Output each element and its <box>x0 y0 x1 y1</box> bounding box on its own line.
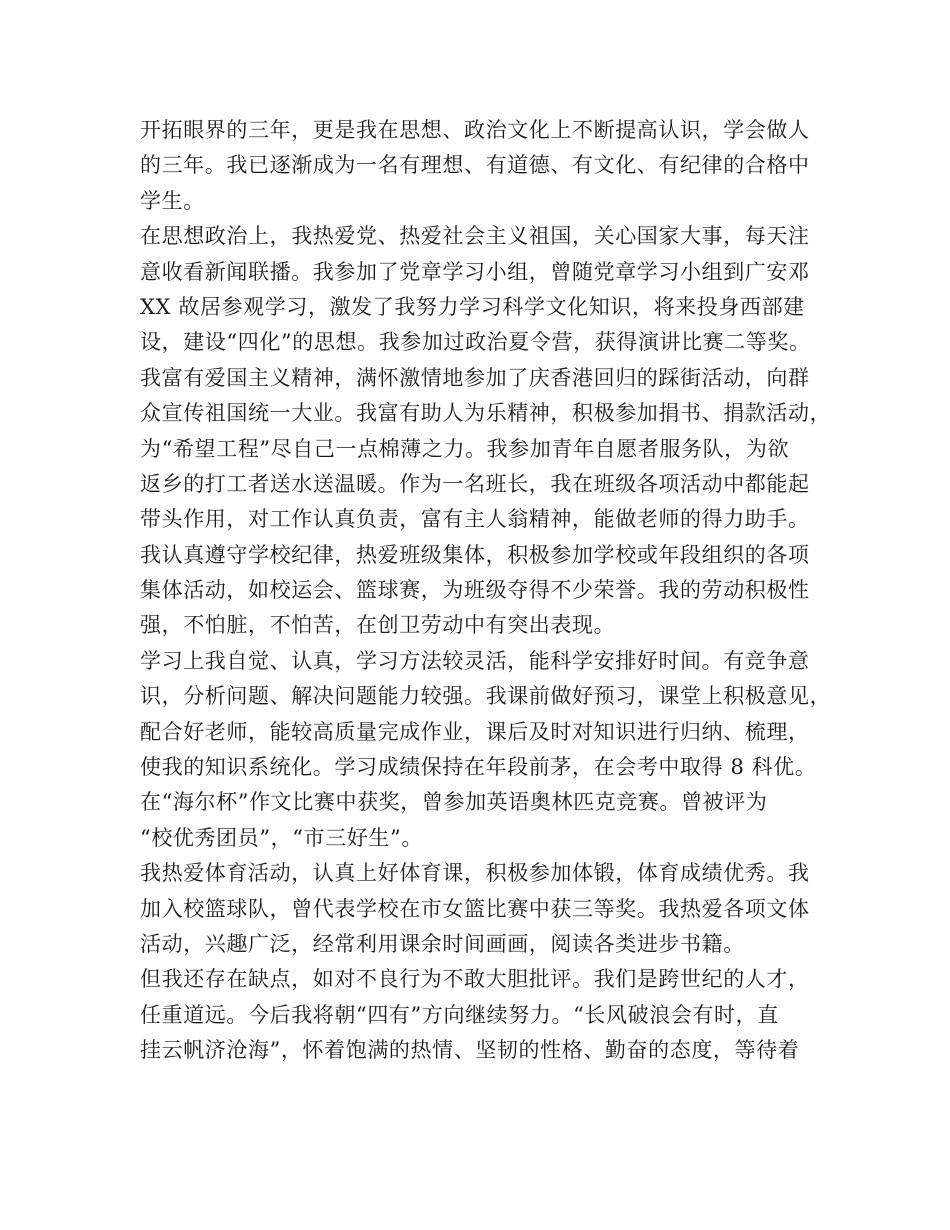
text-line-27: 挂云帆济沧海”，怀着饱满的热情、坚韧的性格、勤奋的态度，等待着 <box>140 1038 800 1063</box>
text-line-20: 在“海尔杯”作文比赛中获奖，曾参加英语奥林匹克竞赛。曾被评为 <box>140 790 768 815</box>
text-line-11: 返乡的打工者送水送温暖。作为一名班长，我在班级各项活动中都能起 <box>140 471 810 496</box>
text-line-15: 强，不怕脏，不怕苦，在创卫劳动中有突出表现。 <box>140 613 616 638</box>
text-line-2: 的三年。我已逐渐成为一名有理想、有道德、有文化、有纪律的合格中 <box>140 153 810 178</box>
text-line-6: XX 故居参观学习，激发了我努力学习科学文化知识，将来投身西部建 <box>140 294 805 319</box>
text-line-17: 识，分析问题、解决问题能力较强。我课前做好预习，课堂上积极意见， <box>140 684 832 709</box>
text-line-10: 为“希望工程”尽自己一点棉薄之力。我参加青年自愿者服务队，为欲 <box>140 436 790 461</box>
text-line-4: 在思想政治上，我热爱党、热爱社会主义祖国，关心国家大事，每天注 <box>140 224 810 249</box>
text-line-3: 学生。 <box>140 188 205 213</box>
text-line-16: 学习上我自觉、认真，学习方法较灵活，能科学安排好时间。有竞争意 <box>140 648 810 673</box>
text-line-18: 配合好老师，能较高质量完成作业，课后及时对知识进行归纳、梳理， <box>140 719 810 744</box>
text-line-1: 开拓眼界的三年，更是我在思想、政治文化上不断提高认识，学会做人 <box>140 118 810 142</box>
text-line-5: 意收看新闻联播。我参加了党章学习小组，曾随党章学习小组到广安邓 <box>140 259 810 284</box>
text-line-25: 但我还存在缺点，如对不良行为不敢大胆批评。我们是跨世纪的人才， <box>140 967 810 992</box>
text-line-14: 集体活动，如校运会、篮球赛，为班级夺得不少荣誉。我的劳动积极性 <box>140 578 810 603</box>
text-line-13: 我认真遵守学校纪律，热爱班级集体，积极参加学校或年段组织的各项 <box>140 542 810 567</box>
text-line-8: 我富有爱国主义精神，满怀激情地参加了庆香港回归的踩街活动，向群 <box>140 365 810 390</box>
text-line-23: 加入校篮球队，曾代表学校在市女篮比赛中获三等奖。我热爱各项文体 <box>140 896 810 921</box>
text-line-26: 任重道远。今后我将朝“四有”方向继续努力。“长风破浪会有时，直 <box>140 1002 779 1027</box>
text-line-7: 设，建设“四化”的思想。我参加过政治夏令营，获得演讲比赛二等奖。 <box>140 330 811 355</box>
text-line-21: “校优秀团员”，“市三好生”。 <box>140 825 423 850</box>
text-line-19: 使我的知识系统化。学习成绩保持在年段前茅，在会考中取得 8 科优。 <box>140 755 817 780</box>
text-line-24: 活动，兴趣广泛，经常利用课余时间画画，阅读各类进步书籍。 <box>140 931 745 956</box>
document-body <box>140 113 840 1069</box>
text-line-12: 带头作用，对工作认真负责，富有主人翁精神，能做老师的得力助手。 <box>140 507 810 532</box>
text-line-9: 众宣传祖国统一大业。我富有助人为乐精神，积极参加捐书、捐款活动， <box>140 401 832 426</box>
text-line-22: 我热爱体育活动，认真上好体育课，积极参加体锻，体育成绩优秀。我 <box>140 861 810 886</box>
